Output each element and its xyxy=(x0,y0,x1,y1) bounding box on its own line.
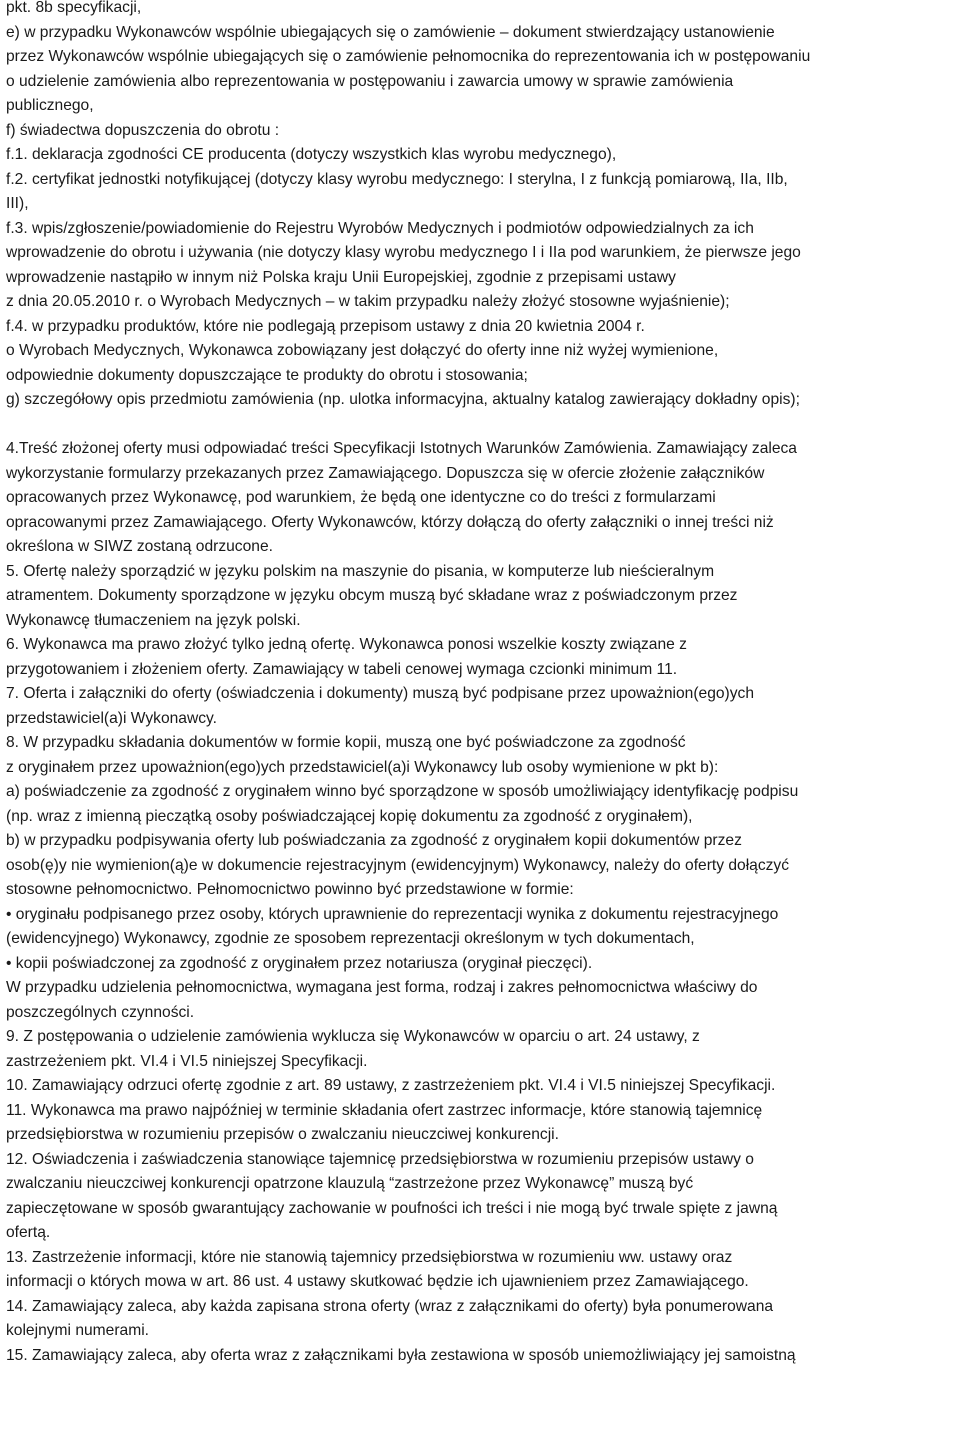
text-line: 14. Zamawiający zaleca, aby każda zapisana strona oferty (wraz z załącznikami do oferty) była ponumerowana xyxy=(6,1297,774,1315)
text-line: zwalczaniu nieuczciwej konkurencji opatrzone klauzulą “zastrzeżone przez Wykonawcę” muszą być xyxy=(6,1175,694,1192)
document-page xyxy=(6,0,958,1368)
text-line: wykorzystanie formularzy przekazanych przez Zamawiającego. Dopuszcza się w ofercie złożenie załączników xyxy=(6,464,765,482)
text-line: 4.Treść złożonej oferty musi odpowiadać treści Specyfikacji Istotnych Warunków Zamówienia. Zamawiający zaleca xyxy=(6,440,797,457)
text-line: 11. Wykonawca ma prawo najpóźniej w terminie składania ofert zastrzec informacje, które stanowią tajemnicę xyxy=(6,1101,763,1119)
text-line: atramentem. Dokumenty sporządzone w języku obcym muszą być składane wraz z poświadczonym przez xyxy=(6,587,738,604)
text-line: W przypadku udzielenia pełnomocnictwa, wymagana jest forma, rodzaj i zakres pełnomocnictwa właściwy do xyxy=(6,979,758,996)
text-line: osob(ę)y nie wymienion(ą)e w dokumencie rejestracyjnym (ewidencyjnym) Wykonawcy, należy do oferty dołączyć xyxy=(6,856,790,874)
text-line: (ewidencyjnego) Wykonawcy, zgodnie ze sposobem reprezentacji określonym w tych dokumentach, xyxy=(6,930,695,947)
text-line: publicznego, xyxy=(6,97,94,114)
text-line: przygotowaniem i złożeniem oferty. Zamawiający w tabeli cenowej wymaga czcionki minimum 11. xyxy=(6,660,678,678)
text-line: 13. Zastrzeżenie informacji, które nie stanowią tajemnicy przedsiębiorstwa w rozumieniu ww. ustawy oraz xyxy=(6,1248,733,1266)
document-section-a xyxy=(6,0,958,413)
text-line: f.1. deklaracja zgodności CE producenta (dotyczy wszystkich klas wyrobu medycznego), xyxy=(6,146,617,163)
text-line: z oryginałem przez upoważnion(ego)ych przedstawiciel(a)i Wykonawcy lub osoby wymienione w pkt b): xyxy=(6,758,719,776)
text-line: a) poświadczenie za zgodność z oryginałem winno być sporządzone w sposób umożliwiający identyfikację podpisu xyxy=(6,783,799,800)
text-line: wprowadzenie nastąpiło w innym niż Polska kraju Unii Europejskiej, zgodnie z przepisami ustawy xyxy=(6,268,676,286)
text-line: 6. Wykonawca ma prawo złożyć tylko jedną ofertę. Wykonawca ponosi wszelkie koszty związane z xyxy=(6,636,687,653)
text-line: o Wyrobach Medycznych, Wykonawca zobowiązany jest dołączyć do oferty inne niż wyżej wymienione, xyxy=(6,342,719,359)
text-line: opracowanych przez Wykonawcę, pod warunkiem, że będą one identyczne co do treści z formularzami xyxy=(6,489,716,506)
text-line: zapieczętowane w sposób gwarantujący zachowanie w poufności ich treści i nie mogą być trwale spięte z jawną xyxy=(6,1199,778,1217)
text-line: g) szczegółowy opis przedmiotu zamówienia (np. ulotka informacyjna, aktualny katalog zawierający dokładny opis); xyxy=(6,391,800,408)
text-line: 10. Zamawiający odrzuci ofertę zgodnie z art. 89 ustawy, z zastrzeżeniem pkt. VI.4 i VI.5 niniejszej Specyfikacji. xyxy=(6,1077,776,1094)
text-line: o udzielenie zamówienia albo reprezentowania w postępowaniu i zawarcia umowy w sprawie zamówienia xyxy=(6,72,734,90)
text-line: 9. Z postępowania o udzielenie zamówienia wyklucza się Wykonawców w oparciu o art. 24 ustawy, z xyxy=(6,1028,700,1045)
text-line: b) w przypadku podpisywania oferty lub poświadczania za zgodność z oryginałem kopii dokumentów przez xyxy=(6,832,742,849)
text-line: 5. Ofertę należy sporządzić w języku polskim na maszynie do pisania, w komputerze lub nieścieralnym xyxy=(6,562,715,580)
text-line: 8. W przypadku składania dokumentów w formie kopii, muszą one być poświadczone za zgodność xyxy=(6,734,686,751)
text-line: f.3. wpis/zgłoszenie/powiadomienie do Rejestru Wyrobów Medycznych i podmiotów odpowiedzialnych za ich xyxy=(6,219,754,237)
text-line: • oryginału podpisanego przez osoby, których uprawnienie do reprezentacji wynika z dokumentu rejestracyjnego xyxy=(6,905,779,923)
text-line: poszczególnych czynności. xyxy=(6,1003,195,1021)
text-line: 15. Zamawiający zaleca, aby oferta wraz z załącznikami była zestawiona w sposób uniemożliwiający jej samoistną xyxy=(6,1346,796,1364)
text-line: odpowiednie dokumenty dopuszczające te produkty do obrotu i stosowania; xyxy=(6,366,528,384)
text-line: pkt. 8b specyfikacji, xyxy=(6,0,142,16)
text-line: z dnia 20.05.2010 r. o Wyrobach Medycznych – w takim przypadku należy złożyć stosowne wyjaśnienie); xyxy=(6,293,730,310)
paragraph-gap xyxy=(6,413,958,438)
text-line: f) świadectwa dopuszczenia do obrotu : xyxy=(6,121,280,139)
text-line: przez Wykonawców wspólnie ubiegających się o zamówienie pełnomocnika do reprezentowania ich w postępowaniu xyxy=(6,48,811,65)
text-line: Wykonawcę tłumaczeniem na język polski. xyxy=(6,611,301,629)
text-line: • kopii poświadczonej za zgodność z oryginałem przez notariusza (oryginał pieczęci). xyxy=(6,954,593,972)
text-line: 12. Oświadczenia i zaświadczenia stanowiące tajemnicę przedsiębiorstwa w rozumieniu przepisów ustawy o xyxy=(6,1150,754,1168)
text-line: określona w SIWZ zostaną odrzucone. xyxy=(6,538,273,555)
text-line: stosowne pełnomocnictwo. Pełnomocnictwo powinno być przedstawione w formie: xyxy=(6,881,574,898)
text-line: zastrzeżeniem pkt. VI.4 i VI.5 niniejszej Specyfikacji. xyxy=(6,1052,368,1070)
text-line: przedstawiciel(a)i Wykonawcy. xyxy=(6,709,218,727)
document-section-b xyxy=(6,437,958,1368)
text-line: 7. Oferta i załączniki do oferty (oświadczenia i dokumenty) muszą być podpisane przez upoważnion(ego)ych xyxy=(6,685,755,702)
text-line: informacji o których mowa w art. 86 ust. 4 ustawy skutkować będzie ich ujawnieniem przez Zamawiającego. xyxy=(6,1273,749,1290)
text-line: wprowadzenie do obrotu i używania (nie dotyczy klasy wyrobu medycznego I i IIa pod warunkiem, że pierwsze jego xyxy=(6,244,801,261)
text-line: kolejnymi numerami. xyxy=(6,1322,149,1339)
text-line: f.4. w przypadku produktów, które nie podlegają przepisom ustawy z dnia 20 kwietnia 2004 r. xyxy=(6,317,645,335)
text-line: opracowanymi przez Zamawiającego. Oferty Wykonawców, którzy dołączą do oferty załączniki o innej treści niż xyxy=(6,513,774,531)
text-line: przedsiębiorstwa w rozumieniu przepisów o zwalczaniu nieuczciwej konkurencji. xyxy=(6,1126,559,1143)
text-line: f.2. certyfikat jednostki notyfikującej (dotyczy klasy wyrobu medycznego: I sterylna, I z funkcją pomiarową, IIa, IIb, xyxy=(6,170,788,188)
text-line: e) w przypadku Wykonawców wspólnie ubiegających się o zamówienie – dokument stwierdzający ustanowienie xyxy=(6,23,775,41)
text-line: III), xyxy=(6,195,29,212)
text-line: ofertą. xyxy=(6,1224,51,1241)
text-line: (np. wraz z imienną pieczątką osoby poświadczającej kopię dokumentu za zgodność z oryginałem), xyxy=(6,807,693,825)
